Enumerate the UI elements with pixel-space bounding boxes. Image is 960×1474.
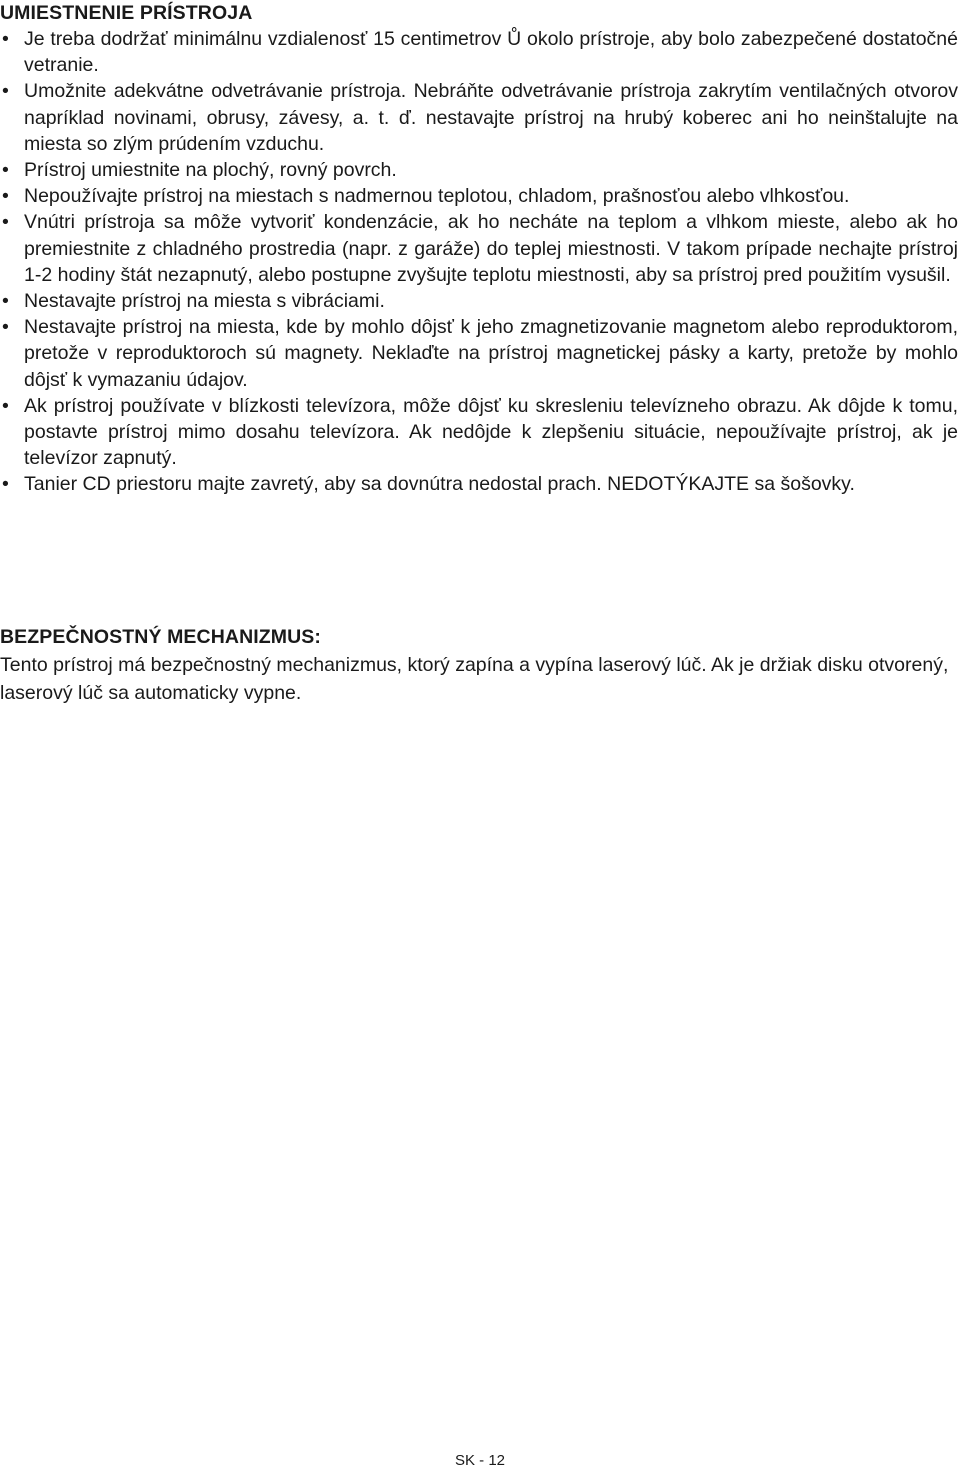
- bullet-icon: •: [2, 394, 9, 417]
- list-item: [0, 471, 958, 497]
- list-item: [0, 288, 958, 314]
- list-item-text: Prístroj umiestnite na plochý, rovný povrch.: [24, 159, 397, 182]
- bullet-icon: •: [2, 290, 9, 313]
- bullet-icon: •: [2, 28, 9, 50]
- bullet-icon: •: [2, 185, 9, 208]
- bullet-icon: •: [2, 316, 9, 339]
- list-item: [0, 78, 958, 157]
- list-item-text: Umožnite adekvátne odvetrávanie prístroja. Nebráňte odvetrávanie prístroja zakrytím ventilačných otvorov napríklad novinami, obrusy, závesy, a. t. ď. nestavajte prístroj na hrubý koberec ani ho neinštalujte na miesta so zlým prúdením vzduchu.: [24, 80, 958, 155]
- bullet-icon: •: [2, 473, 9, 496]
- placement-section: [0, 0, 958, 498]
- bullet-icon: •: [2, 80, 9, 103]
- list-item: [0, 209, 958, 288]
- list-item-text: Nestavajte prístroj na miesta, kde by mohlo dôjsť k jeho zmagnetizovanie magnetom alebo reproduktorom, pretože v reproduktoroch sú magnety. Neklaďte na prístroj magnetickej pásky a karty, pretože by mohlo dôjsť k vymazaniu údajov.: [24, 316, 958, 391]
- placement-list: [0, 26, 958, 498]
- list-item: [0, 157, 958, 183]
- safety-text: Tento prístroj má bezpečnostný mechanizmus, ktorý zapína a vypína laserový lúč. Ak je držiak disku otvorený, laserový lúč sa automaticky vypne.: [0, 654, 949, 704]
- bullet-icon: •: [2, 159, 9, 182]
- safety-heading: BEZPEČNOSTNÝ MECHANIZMUS:: [0, 626, 322, 648]
- safety-section: [0, 623, 958, 707]
- list-item-text: Nepoužívajte prístroj na miestach s nadmernou teplotou, chladom, prašnosťou alebo vlhkosťou.: [24, 185, 850, 208]
- list-item-text: Tanier CD priestoru majte zavretý, aby sa dovnútra nedostal prach. NEDOTÝKAJTE sa šošovky.: [24, 473, 855, 496]
- list-item: [0, 183, 958, 209]
- bullet-icon: •: [2, 211, 9, 234]
- list-item-text: Ak prístroj používate v blízkosti televízora, môže dôjsť ku skresleniu televízneho obrazu. Ak dôjde k tomu, postavte prístroj mimo dosahu televízora. Ak nedôjde k zlepšeniu situácie, nepoužívajte prístroj, ak je televízor zapnutý.: [24, 394, 958, 470]
- placement-heading: UMIESTNENIE PRÍSTROJA: [0, 2, 253, 24]
- list-item: [0, 393, 958, 472]
- page-number: SK - 12: [454, 1452, 506, 1469]
- list-item: [0, 26, 958, 78]
- list-item-text: Vnútri prístroja sa môže vytvoriť kondenzácie, ak ho necháte na teplom a vlhkom mieste, alebo ak ho premiestnite z chladného prostredia (napr. z garáže) do teplej miestnosti. V takom prípade nechajte prístroj 1-2 hodiny štát nezapnutý, alebo postupne zvyšujte teplotu miestnosti, aby sa prístroj pred použitím vysušil.: [24, 211, 958, 286]
- list-item-text: Nestavajte prístroj na miesta s vibráciami.: [24, 290, 385, 313]
- list-item-text: Je treba dodržať minimálnu vzdialenosť 15 centimetrov Ů okolo prístroje, aby bolo zabezpečené dostatočné vetranie.: [24, 28, 958, 77]
- list-item: [0, 314, 958, 393]
